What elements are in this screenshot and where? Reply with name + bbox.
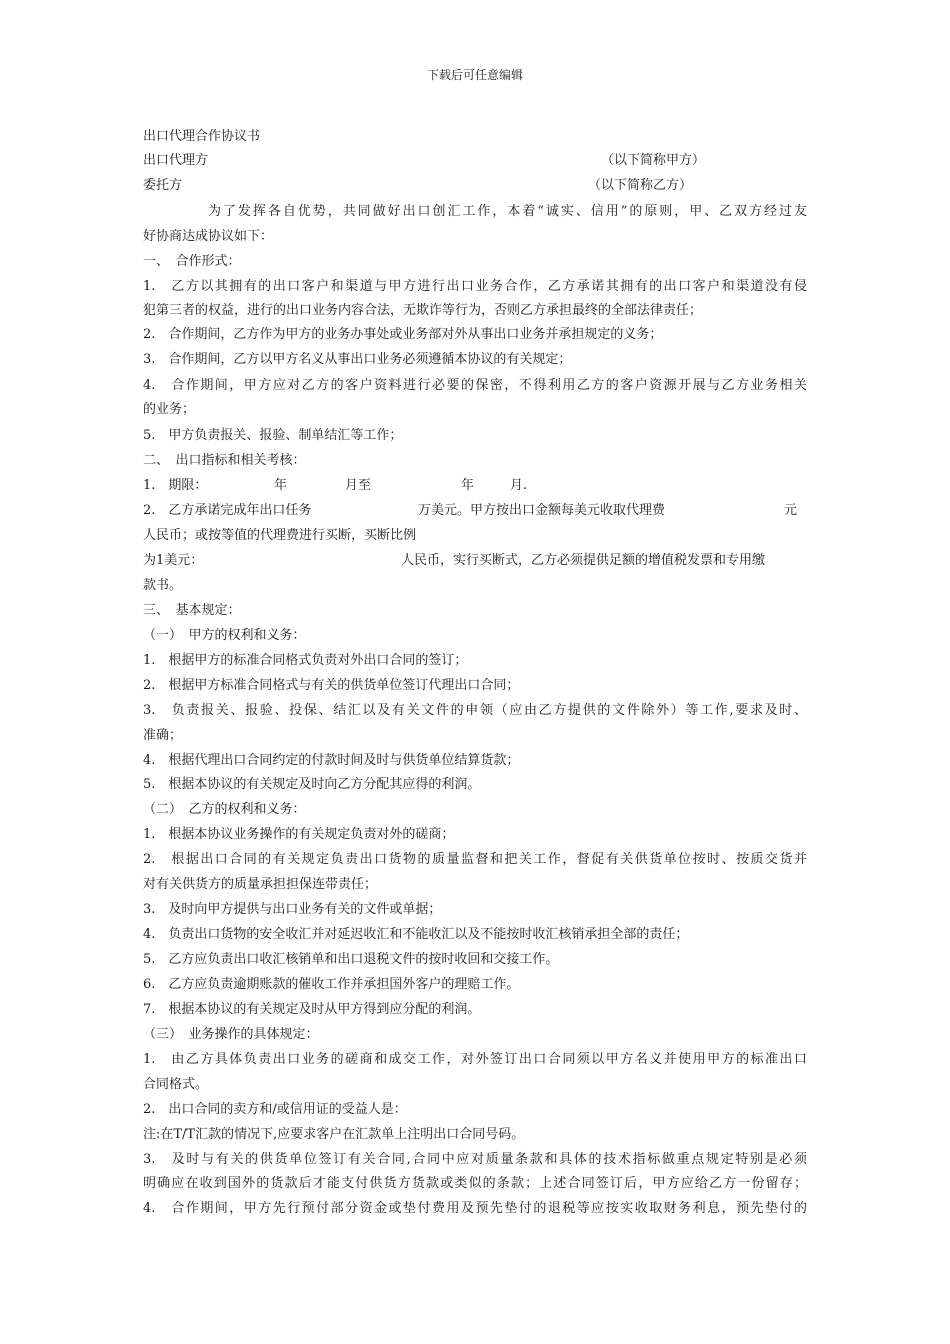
section-2-heading: 二、 出口指标和相关考核： — [143, 453, 306, 468]
sub-3-heading: （三） 业务操作的具体规定： — [143, 1027, 319, 1042]
sub-3-item-2: 2. 出口合同的卖方和/或信用证的受益人是： — [143, 1102, 407, 1117]
sub-3-item-1-line-1: 1. 由乙方具体负责出口业务的磋商和成交工作，对外签订出口合同须以甲方名义并使用甲方的标准出口 — [143, 1052, 807, 1067]
sub-2-heading: （二） 乙方的权利和义务： — [143, 802, 306, 817]
section-3-heading: 三、 基本规定： — [143, 603, 241, 618]
sub-3-item-3-line-1: 3. 及时与有关的供货单位签订有关合同,合同中应对质量条款和具体的技术指标做重点规定特别是必须 — [143, 1152, 807, 1167]
buyout-ratio-label: 为1美元： — [143, 553, 204, 568]
yuan-label: 元 — [784, 503, 798, 518]
term-label: 1. 期限： — [143, 478, 208, 493]
party-a-note: （以下简称甲方） — [601, 153, 706, 168]
party-b-note: （以下简称乙方） — [588, 178, 693, 193]
sub-3-note: 注:在T/T汇款的情况下,应要求客户在汇款单上注明出口合同号码。 — [143, 1127, 525, 1142]
party-a-label: 出口代理方 — [143, 153, 209, 168]
sub-2-item-4: 4. 负责出口货物的安全收汇并对延迟收汇和不能收汇以及不能按时收汇核销承担全部的责任； — [143, 927, 689, 942]
term-month-end: 月. — [510, 478, 528, 493]
section-1-item-3: 3. 合作期间，乙方以甲方名义从事出口业务必须遵循本协议的有关规定； — [143, 352, 572, 367]
section-1-item-1-line-1: 1. 乙方以其拥有的出口客户和渠道与甲方进行出口业务合作，乙方承诺其拥有的出口客户和渠道没有侵 — [143, 279, 807, 294]
intro-line-1: 为了发挥各自优势，共同做好出口创汇工作，本着“诚实、信用”的原则，甲、乙双方经过友 — [208, 204, 807, 219]
export-task-text: 2. 乙方承诺完成年出口任务 — [143, 503, 312, 518]
buyout-terms-text: 人民币，实行买断式，乙方必须提供足额的增值税发票和专用缴 — [401, 553, 766, 568]
party-a-line — [143, 152, 807, 170]
sub-3-item-4-line-1: 4. 合作期间，甲方先行预付部分资金或垫付费用及预先垫付的退税等应按实收取财务利息，预先垫付的 — [143, 1201, 807, 1216]
section-2-item-2-line-2: 人民币；或按等值的代理费进行买断，买断比例 — [143, 528, 417, 543]
section-2-item-2-line-4: 款书。 — [143, 578, 183, 593]
agency-fee-text: 万美元。甲方按出口金额每美元收取代理费 — [418, 503, 666, 518]
section-1-item-5: 5. 甲方负责报关、报验、制单结汇等工作； — [143, 428, 403, 443]
sub-2-item-6: 6. 乙方应负责逾期账款的催收工作并承担国外客户的理赔工作。 — [143, 977, 520, 992]
section-1-item-4-line-2: 的业务； — [143, 402, 196, 417]
sub-2-item-7: 7. 根据本协议的有关规定及时从甲方得到应分配的利润。 — [143, 1002, 481, 1017]
sub-1-item-3-line-1: 3. 负责报关、报验、投保、结汇以及有关文件的申领（应由乙方提供的文件除外）等工作,要求及时、 — [143, 703, 807, 718]
term-year-1: 年 — [274, 478, 288, 493]
header-note: 下载后可任意编辑 — [426, 68, 523, 82]
sub-1-item-4: 4. 根据代理出口合同约定的付款时间及时与供货单位结算货款； — [143, 753, 520, 768]
sub-2-item-3: 3. 及时向甲方提供与出口业务有关的文件或单据； — [143, 902, 442, 917]
sub-2-item-2-line-1: 2. 根据出口合同的有关规定负责出口货物的质量监督和把关工作，督促有关供货单位按时、按质交货并 — [143, 852, 807, 867]
sub-1-item-5: 5. 根据本协议的有关规定及时向乙方分配其应得的利润。 — [143, 777, 481, 792]
term-year-2: 年 — [461, 478, 475, 493]
term-month-to: 月至 — [345, 478, 372, 493]
section-1-item-2: 2. 合作期间，乙方作为甲方的业务办事处或业务部对外从事出口业务并承担规定的义务； — [143, 327, 663, 342]
sub-1-item-2: 2. 根据甲方标准合同格式与有关的供货单位签订代理出口合同； — [143, 678, 520, 693]
sub-1-heading: （一） 甲方的权利和义务： — [143, 628, 306, 643]
sub-2-item-5: 5. 乙方应负责出口收汇核销单和出口退税文件的按时收回和交接工作。 — [143, 952, 559, 967]
party-b-label: 委托方 — [143, 178, 183, 193]
party-b-line — [143, 177, 807, 195]
sub-2-item-2-line-2: 对有关供货方的质量承担担保连带责任； — [143, 877, 378, 892]
section-2-term-line — [143, 477, 807, 495]
sub-1-item-3-line-2: 准确； — [143, 728, 183, 743]
section-2-item-2-line-3 — [143, 552, 807, 570]
sub-3-item-1-line-2: 合同格式。 — [143, 1077, 209, 1092]
sub-1-item-1: 1. 根据甲方的标准合同格式负责对外出口合同的签订； — [143, 653, 468, 668]
sub-3-item-3-line-2: 明确应在收到国外的货款后才能支付供货方货款或类似的条款；上述合同签订后，甲方应给乙方一份留存； — [143, 1176, 807, 1191]
intro-line-2: 好协商达成协议如下： — [143, 229, 274, 244]
document-title: 出口代理合作协议书 — [143, 129, 261, 144]
section-2-item-2-line-1 — [143, 502, 807, 520]
section-1-item-4-line-1: 4. 合作期间，甲方应对乙方的客户资料进行必要的保密，不得利用乙方的客户资源开展与乙方业务相关 — [143, 378, 807, 393]
section-1-heading: 一、 合作形式： — [143, 254, 241, 269]
sub-2-item-1: 1. 根据本协议业务操作的有关规定负责对外的磋商； — [143, 827, 455, 842]
section-1-item-1-line-2: 犯第三者的权益，进行的出口业务内容合法，无欺诈等行为，否则乙方承担最终的全部法律责任； — [143, 303, 703, 318]
